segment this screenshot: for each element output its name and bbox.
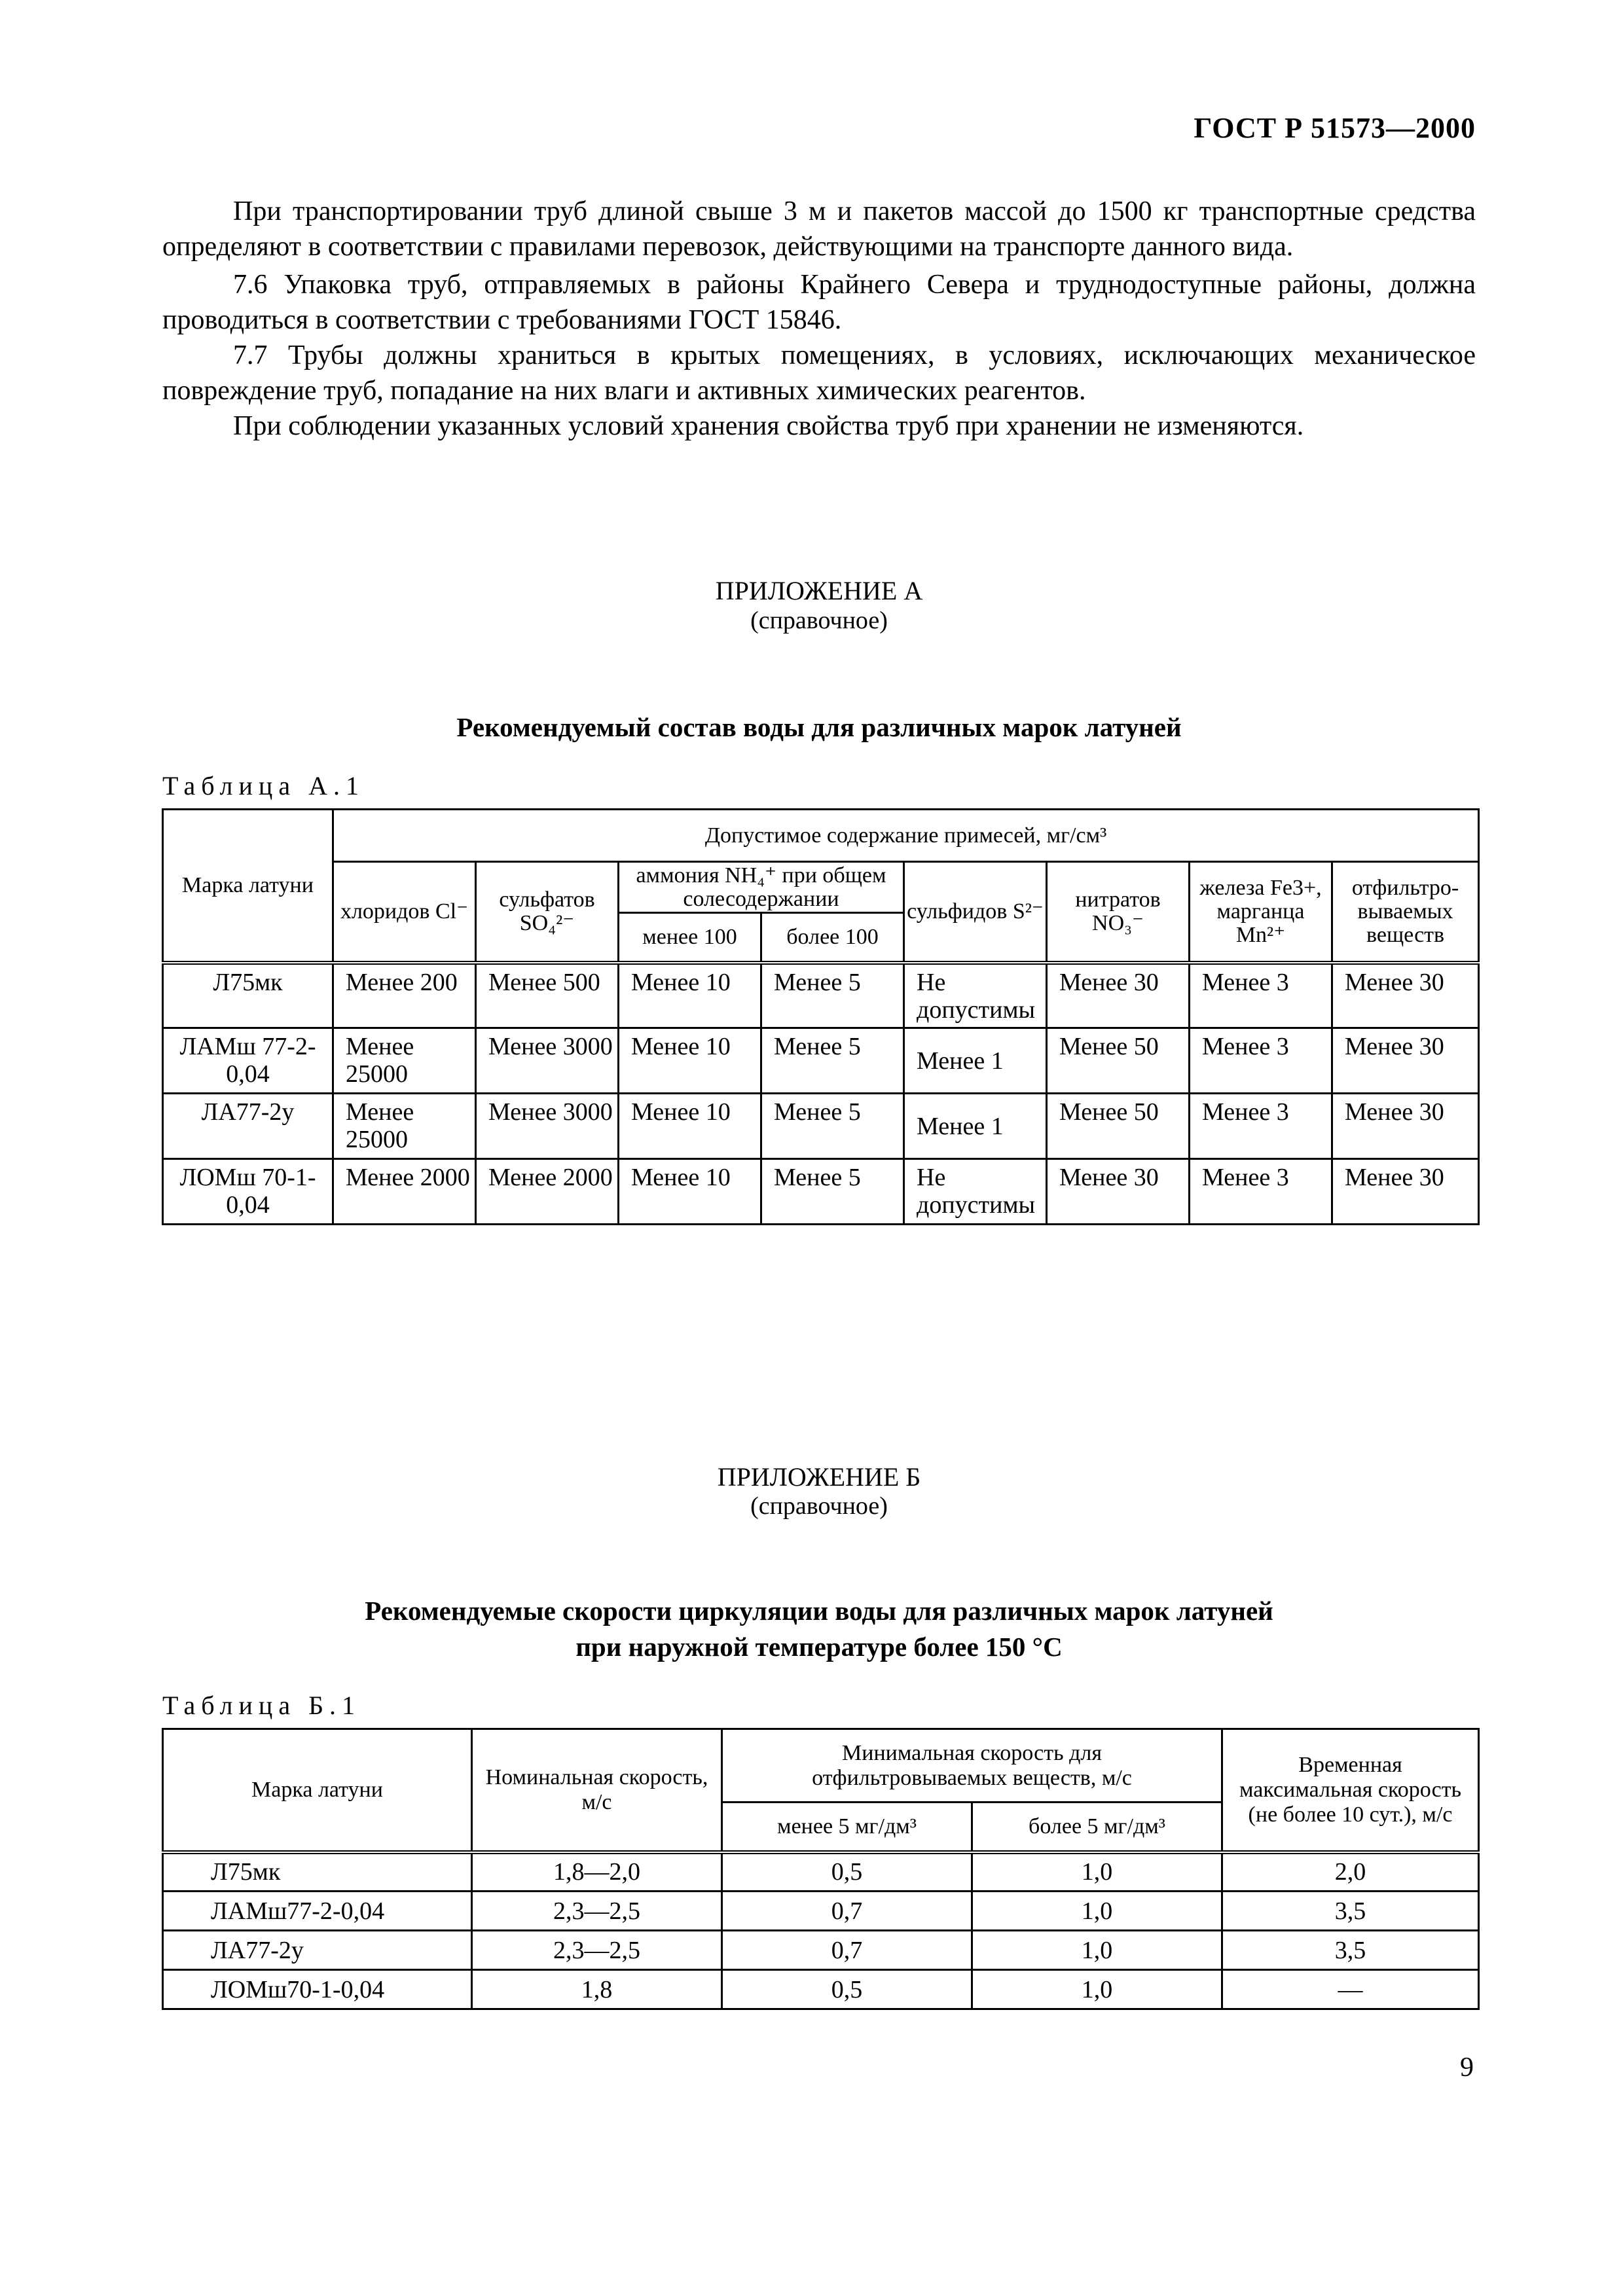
table-b1 (162, 1728, 1480, 2010)
col-header-filtered: отфильтро-вываемых веществ (1332, 862, 1479, 963)
col-header-ammonium-gt: более 100 (761, 913, 904, 963)
col-header-temp-max: Временная максимальная скорость (не более 10 сут.), м/с (1222, 1729, 1479, 1852)
cell: Менее 50 (1047, 1028, 1190, 1094)
cell: 1,0 (972, 1852, 1222, 1892)
table-row (163, 1892, 1479, 1931)
cell: Менее 5 (761, 963, 904, 1028)
cell: 3,5 (1222, 1892, 1479, 1931)
cell: Менее 5 (761, 1159, 904, 1225)
cell: Менее 30 (1332, 963, 1479, 1028)
cell: Не допустимы (904, 1159, 1047, 1225)
appendix-a-subtitle: (справочное) (750, 607, 888, 634)
col-header-nitrates: нитратов NO₃⁻ (1047, 862, 1190, 963)
cell: Менее 30 (1332, 1094, 1479, 1159)
cell: Менее 2000 (333, 1159, 476, 1225)
cell: ЛОМш 70-1-0,04 (163, 1159, 333, 1225)
cell: 2,3—2,5 (472, 1931, 722, 1970)
table-row (163, 1028, 1479, 1094)
table-a1 (162, 808, 1480, 1225)
cell: 1,0 (972, 1892, 1222, 1931)
cell: ЛАМш77-2-0,04 (163, 1892, 472, 1931)
cell: Менее 5 (761, 1094, 904, 1159)
cell: — (1222, 1970, 1479, 2009)
paragraph: При транспортировании труб длиной свыше 3 м и пакетов массой до 1500 кг транспортные средства определяют в соответствии с правилами перевозок, действующими на транспорте данного вида. (162, 196, 1476, 262)
group-header-impurities: Допустимое содержание примесей, мг/см³ (333, 810, 1479, 862)
col-header-sulfates: сульфатов SO₄²⁻ (476, 862, 619, 963)
col-header-sulfides: сульфидов S²⁻ (904, 862, 1047, 963)
cell: Менее 30 (1047, 963, 1190, 1028)
table-a1-label: Таблица А.1 (162, 771, 365, 800)
paragraph: 7.6 Упаковка труб, отправляемых в районы Крайнего Севера и труднодоступные районы, должна проводиться в соответствии с требованиями ГОСТ 15846. (162, 270, 1476, 335)
cell: Л75мк (163, 963, 333, 1028)
table-row (163, 1852, 1479, 1892)
appendix-b-heading-line1: Рекомендуемые скорости циркуляции воды для различных марок латуней (365, 1596, 1273, 1626)
col-header-nominal: Номинальная скорость, м/с (472, 1729, 722, 1852)
cell: Менее 5 (761, 1028, 904, 1094)
cell: Менее 3 (1190, 963, 1332, 1028)
cell: Менее 25000 (333, 1028, 476, 1094)
cell: Не допустимы (904, 963, 1047, 1028)
cell: 1,0 (972, 1970, 1222, 2009)
paragraph: 7.7 Трубы должны храниться в крытых помещениях, в условиях, исключающих механическое повреждение труб, попадание на них влаги и активных химических реагентов. (162, 340, 1476, 406)
cell: 0,7 (722, 1892, 972, 1931)
cell: Менее 10 (619, 963, 761, 1028)
cell: 3,5 (1222, 1931, 1479, 1970)
cell: 0,5 (722, 1852, 972, 1892)
cell: 1,8 (472, 1970, 722, 2009)
col-header-iron: железа Fe3+, марганца Mn²⁺ (1190, 862, 1332, 963)
appendix-a-title: ПРИЛОЖЕНИЕ А (715, 576, 923, 605)
col-header-mark: Марка латуни (163, 1729, 472, 1852)
cell: 0,5 (722, 1970, 972, 2009)
appendix-b-title: ПРИЛОЖЕНИЕ Б (717, 1462, 921, 1492)
body-text (162, 194, 1476, 444)
cell: Менее 30 (1332, 1159, 1479, 1225)
col-header-ammonium: аммония NH₄⁺ при общем солесодержании (619, 862, 904, 913)
cell: Менее 200 (333, 963, 476, 1028)
cell: ЛА77-2у (163, 1094, 333, 1159)
paragraph: При соблюдении указанных условий хранения свойства труб при хранении не изменяются. (233, 411, 1304, 441)
col-header-text: Марка латуни (182, 872, 314, 897)
table-row (163, 1931, 1479, 1970)
cell: Менее 2000 (476, 1159, 619, 1225)
cell: 1,0 (972, 1931, 1222, 1970)
table-row (163, 1094, 1479, 1159)
table-row (163, 963, 1479, 1028)
col-header-chlorides: хлоридов Cl⁻ (333, 862, 476, 963)
appendix-b-subtitle: (справочное) (750, 1492, 888, 1520)
group-header-min-speed: Минимальная скорость для отфильтровываемых веществ, м/с (722, 1729, 1222, 1803)
col-header-ammonium-lt: менее 100 (619, 913, 761, 963)
cell: 2,3—2,5 (472, 1892, 722, 1931)
cell: Менее 30 (1332, 1028, 1479, 1094)
appendix-a-heading: Рекомендуемый состав воды для различных марок латуней (456, 712, 1182, 742)
cell: Менее 10 (619, 1028, 761, 1094)
cell: Менее 1 (904, 1094, 1047, 1159)
cell: Менее 10 (619, 1094, 761, 1159)
cell: 0,7 (722, 1931, 972, 1970)
cell: Менее 10 (619, 1159, 761, 1225)
cell: 1,8—2,0 (472, 1852, 722, 1892)
cell: Менее 500 (476, 963, 619, 1028)
page-number: 9 (1460, 2053, 1474, 2083)
cell: 2,0 (1222, 1852, 1479, 1892)
table-row (163, 1159, 1479, 1225)
table-b1-label: Таблица Б.1 (162, 1691, 361, 1720)
col-header-min-lt: менее 5 мг/дм³ (722, 1803, 972, 1852)
cell: Менее 50 (1047, 1094, 1190, 1159)
cell: Менее 1 (904, 1028, 1047, 1094)
cell: ЛАМш 77-2-0,04 (163, 1028, 333, 1094)
cell: ЛА77-2у (163, 1931, 472, 1970)
cell: Менее 3 (1190, 1094, 1332, 1159)
cell: Менее 3000 (476, 1094, 619, 1159)
cell: Менее 3 (1190, 1028, 1332, 1094)
appendix-b-heading-line2: при наружной температуре более 150 °С (575, 1632, 1063, 1662)
table-row (163, 1970, 1479, 2009)
cell: ЛОМш70-1-0,04 (163, 1970, 472, 2009)
col-header-mark (163, 810, 333, 963)
cell: Л75мк (163, 1852, 472, 1892)
cell: Менее 25000 (333, 1094, 476, 1159)
cell: Менее 3 (1190, 1159, 1332, 1225)
cell: Менее 3000 (476, 1028, 619, 1094)
col-header-min-gt: более 5 мг/дм³ (972, 1803, 1222, 1852)
document-code: ГОСТ Р 51573—2000 (1194, 112, 1476, 144)
cell: Менее 30 (1047, 1159, 1190, 1225)
